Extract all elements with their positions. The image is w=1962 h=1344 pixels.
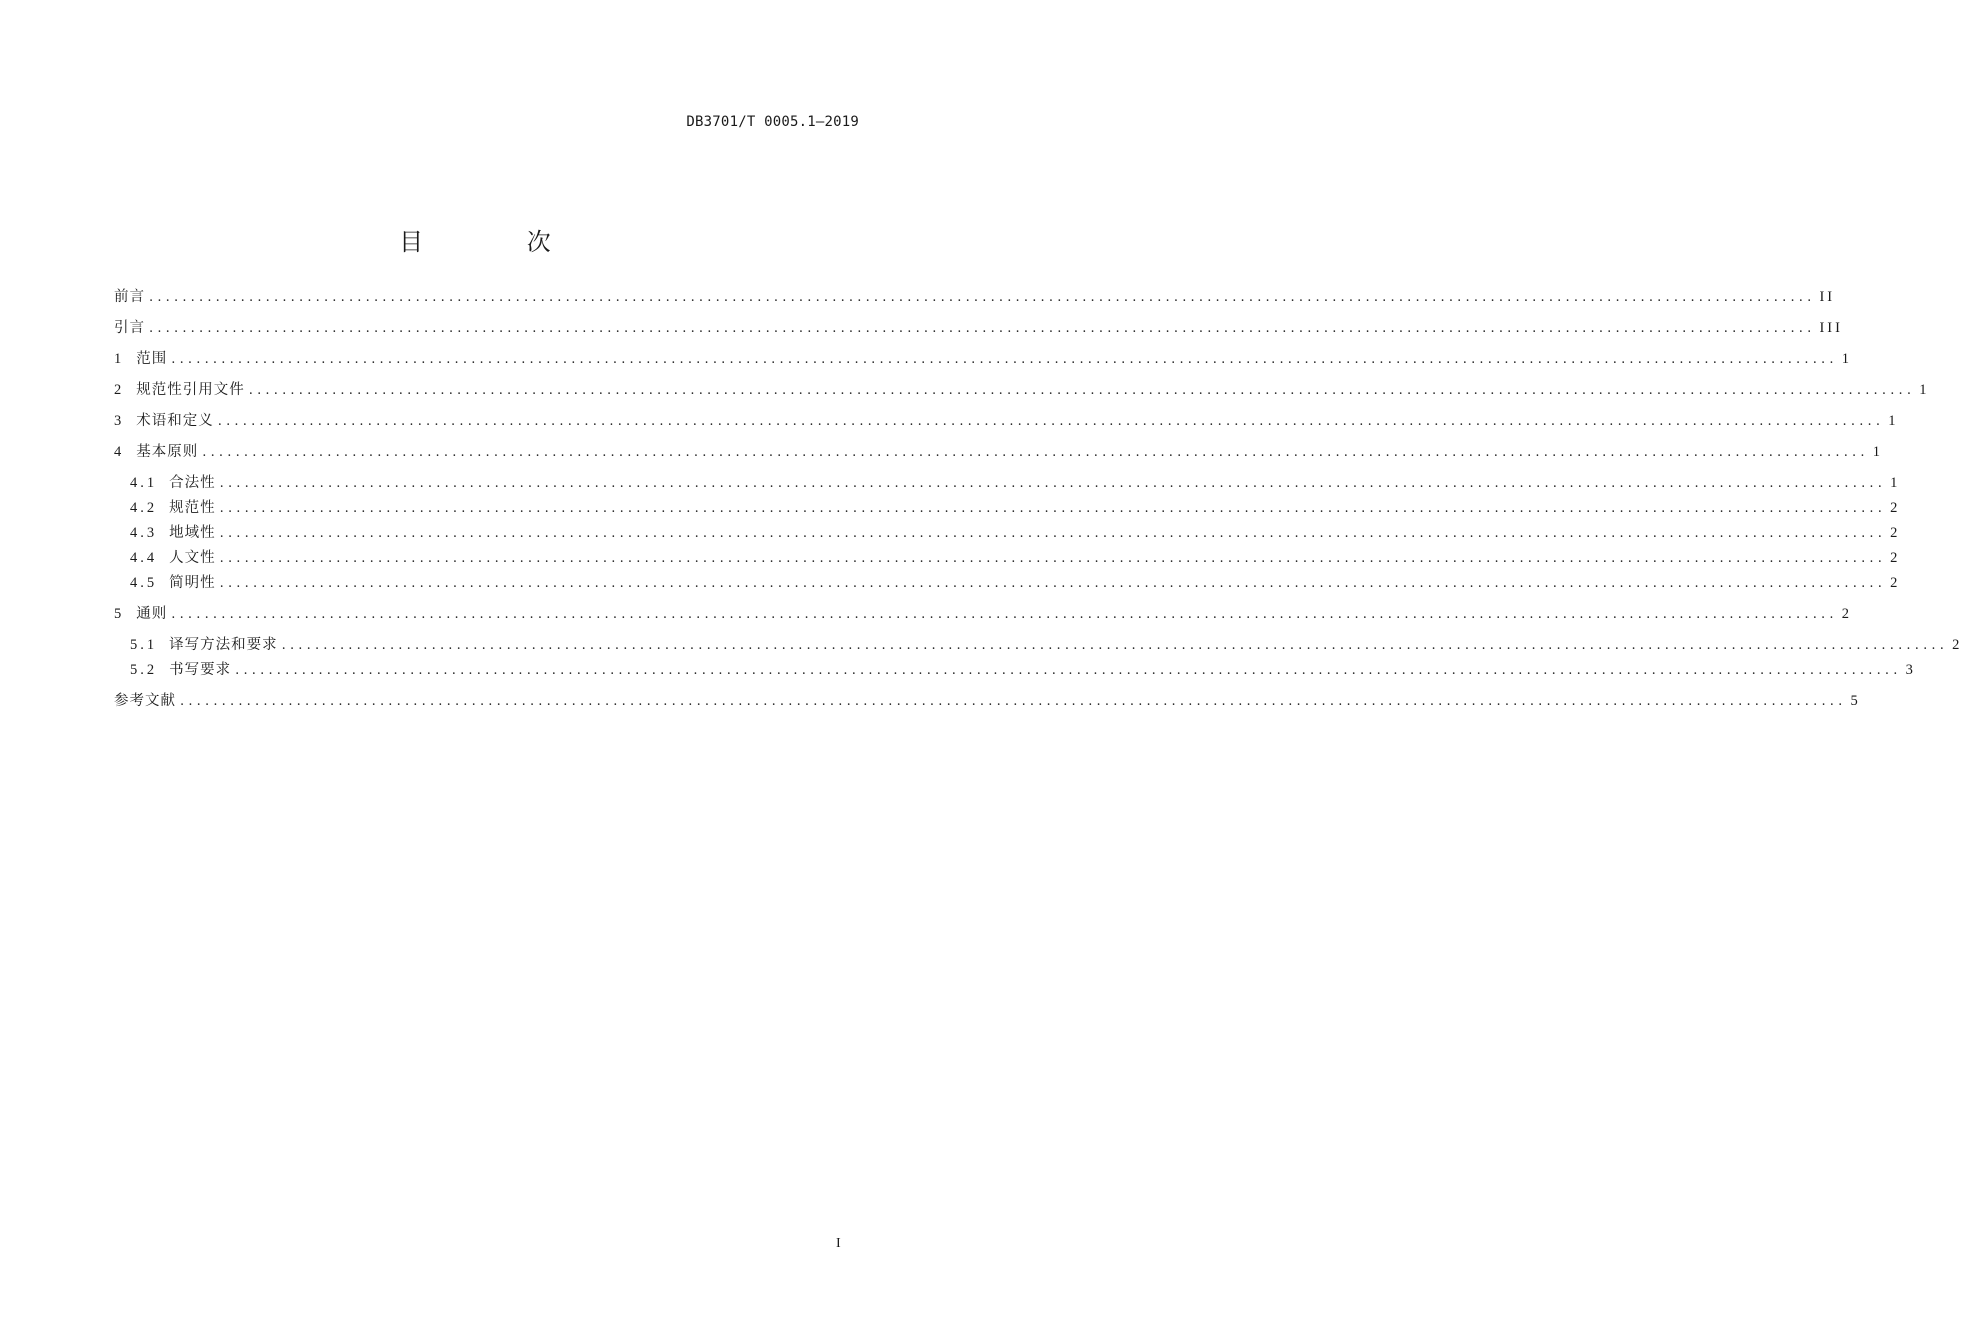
toc-entry-translation-methods[interactable] [114, 634, 1962, 659]
toc-entry-number: 1 [114, 351, 125, 367]
toc-entry-page: 1 [1872, 444, 1883, 460]
dot-leader: ........................................................................................................................................................................................................ [149, 290, 1816, 305]
toc-entry-basic-principles[interactable] [114, 441, 1883, 472]
document-code: DB3701/T 0005.1—2019 [686, 114, 859, 130]
toc-entry-label: 通则 [136, 606, 168, 622]
toc-entry-writing-requirements[interactable] [114, 659, 1916, 690]
toc-entry-page: 2 [1952, 637, 1962, 653]
toc-entry-label: 地域性 [169, 525, 216, 541]
toc-entry-page: 2 [1890, 500, 1901, 516]
toc-entry-number: 3 [114, 413, 125, 429]
toc-entry-regionality[interactable] [114, 522, 1901, 547]
toc-title: 目 次 [399, 228, 599, 257]
toc-entry-page: III [1819, 320, 1843, 336]
toc-entry-page: 1 [1841, 351, 1852, 367]
dot-leader: ........................................................................................................................................................................................................ [248, 383, 1916, 398]
toc-entry-page: 2 [1890, 550, 1901, 566]
toc-entry-page: 2 [1841, 606, 1852, 622]
dot-leader: ........................................................................................................................................................................................................ [235, 663, 1902, 678]
toc-entry-label: 规范性 [169, 500, 216, 516]
toc-entry-label: 规范性引用文件 [136, 382, 245, 398]
dot-leader: ........................................................................................................................................................................................................ [202, 445, 1869, 460]
table-of-contents [114, 286, 1962, 721]
toc-entry-label: 术语和定义 [136, 413, 214, 429]
toc-entry-conciseness[interactable] [114, 572, 1901, 603]
toc-entry-label: 范围 [136, 351, 168, 367]
toc-entry-number: 4.4 [130, 550, 158, 566]
toc-entry-normative-references[interactable] [114, 379, 1930, 410]
dot-leader: ........................................................................................................................................................................................................ [219, 476, 1887, 491]
toc-entry-number: 4.2 [130, 500, 158, 516]
toc-entry-scope[interactable] [114, 348, 1852, 379]
toc-entry-label: 书写要求 [169, 662, 232, 678]
dot-leader: ........................................................................................................................................................................................................ [281, 638, 1949, 653]
toc-entry-page: 1 [1890, 475, 1901, 491]
toc-entry-normativity[interactable] [114, 497, 1901, 522]
toc-entry-terms-definitions[interactable] [114, 410, 1899, 441]
dot-leader: ........................................................................................................................................................................................................ [219, 551, 1887, 566]
toc-entry-number: 4 [114, 444, 125, 460]
toc-entry-humanism[interactable] [114, 547, 1901, 572]
toc-entry-label: 译写方法和要求 [169, 637, 278, 653]
toc-entry-number: 4.1 [130, 475, 158, 491]
dot-leader: ........................................................................................................................................................................................................ [180, 694, 1847, 709]
toc-entry-number: 2 [114, 382, 125, 398]
toc-entry-page: 1 [1888, 413, 1899, 429]
toc-entry-introduction[interactable] [114, 317, 1843, 348]
toc-entry-page: 2 [1890, 525, 1901, 541]
toc-entry-label: 合法性 [169, 475, 216, 491]
toc-entry-number: 5 [114, 606, 125, 622]
toc-entry-label: 人文性 [169, 550, 216, 566]
toc-entry-label: 引言 [114, 320, 145, 336]
dot-leader: ........................................................................................................................................................................................................ [217, 414, 1885, 429]
toc-entry-page: 5 [1850, 693, 1861, 709]
toc-entry-number: 4.5 [130, 575, 158, 591]
toc-entry-label: 参考文献 [114, 693, 176, 709]
page-number: I [836, 1236, 841, 1251]
toc-entry-page: 1 [1919, 382, 1930, 398]
toc-entry-foreword[interactable] [114, 286, 1836, 317]
dot-leader: ........................................................................................................................................................................................................ [171, 352, 1838, 367]
toc-entry-page: 3 [1905, 662, 1916, 678]
toc-entry-legality[interactable] [114, 472, 1901, 497]
dot-leader: ........................................................................................................................................................................................................ [171, 607, 1838, 622]
dot-leader: ........................................................................................................................................................................................................ [219, 501, 1887, 516]
toc-entry-label: 基本原则 [136, 444, 199, 460]
toc-entry-general-rules[interactable] [114, 603, 1852, 634]
toc-entry-bibliography[interactable] [114, 690, 1861, 721]
toc-entry-page: II [1819, 289, 1836, 305]
toc-entry-label: 前言 [114, 289, 145, 305]
toc-entry-page: 2 [1890, 575, 1901, 591]
toc-entry-number: 4.3 [130, 525, 158, 541]
toc-entry-number: 5.2 [130, 662, 158, 678]
dot-leader: ........................................................................................................................................................................................................ [219, 576, 1887, 591]
dot-leader: ........................................................................................................................................................................................................ [219, 526, 1887, 541]
toc-entry-number: 5.1 [130, 637, 158, 653]
dot-leader: ........................................................................................................................................................................................................ [149, 321, 1816, 336]
toc-entry-label: 简明性 [169, 575, 216, 591]
